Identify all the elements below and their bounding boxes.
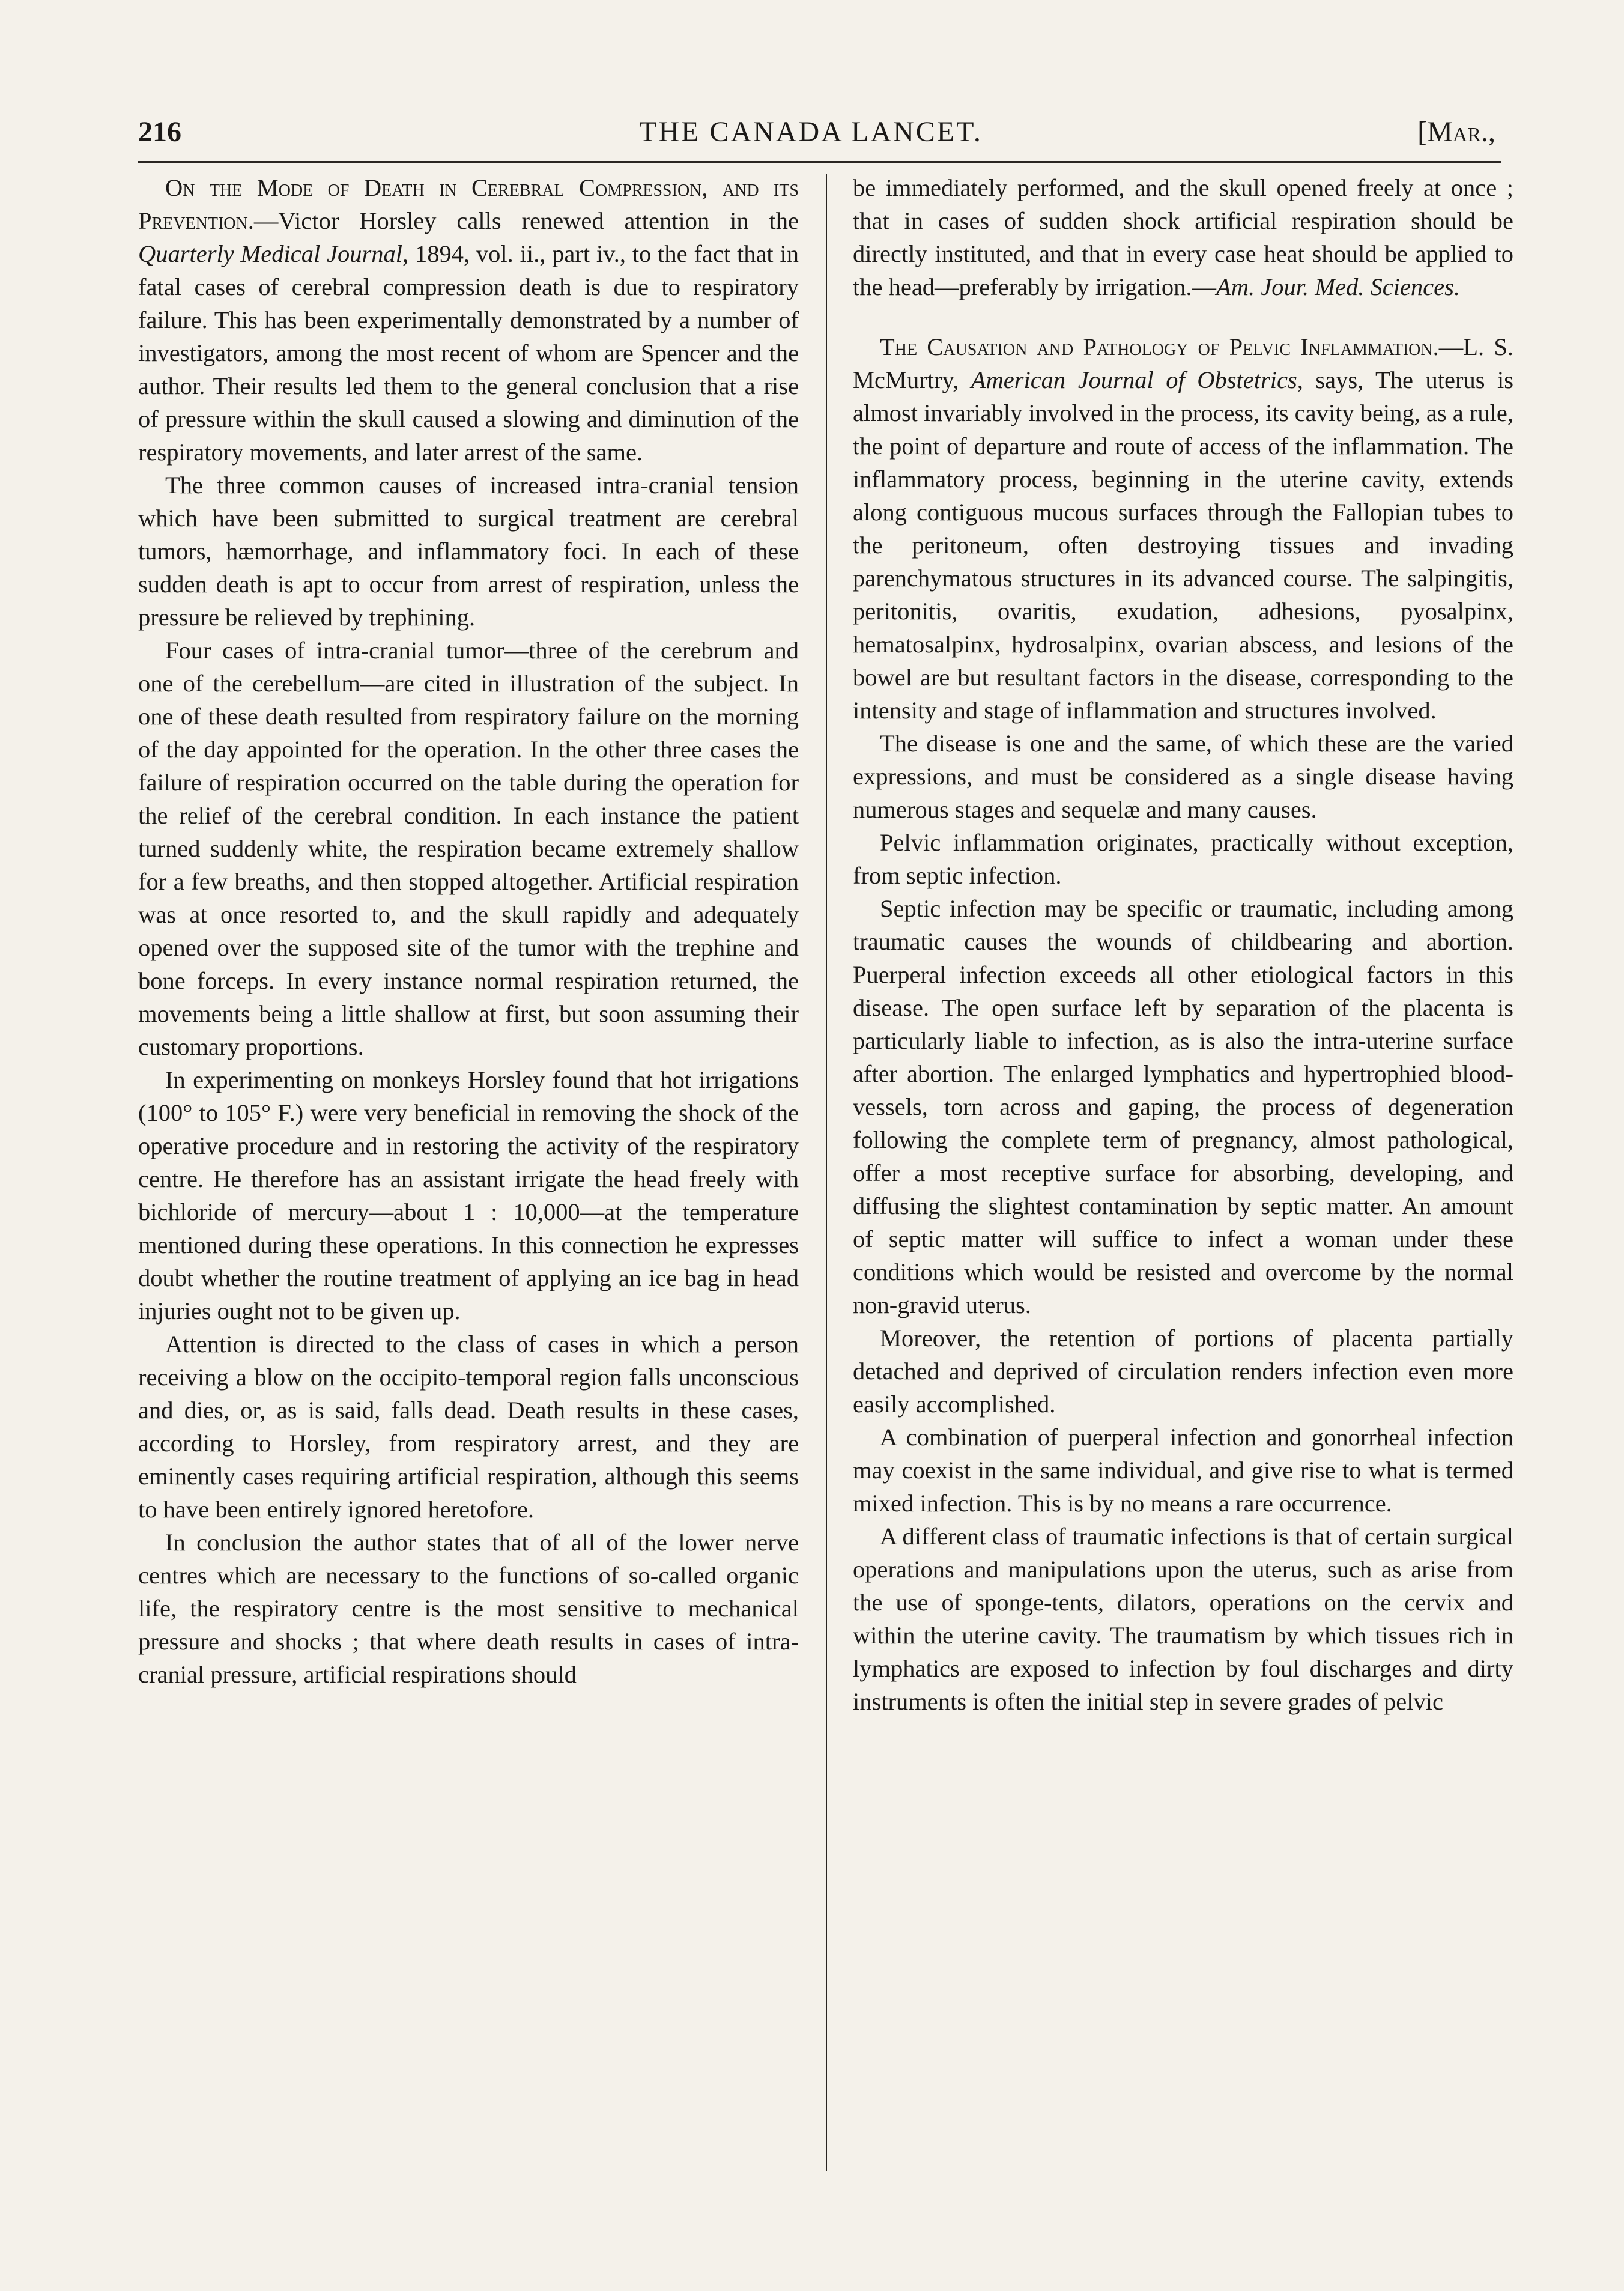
header-rule <box>138 161 1501 163</box>
paragraph: Pelvic inflammation originates, practically without exception, from septic infection. <box>853 829 1513 889</box>
paragraph <box>853 330 1513 727</box>
article-title: On the Mode of Death in Cerebral Compression, and its Prevention. <box>138 174 799 234</box>
issue-date: [Mar., <box>1417 116 1495 148</box>
text-columns <box>138 171 1514 2205</box>
page-number: 216 <box>138 116 181 148</box>
paragraph-text: —L. S. McMurtry, <box>853 333 1514 393</box>
paragraph-text: , 1894, vol. ii., part iv., to the fact that in fatal cases of cerebral compression death is due to respiratory failure. This has been experimentally demonstrated by a number of investigators, among the most recent of whom are Spencer and the author. Their results led them to the general conclusion that a rise of pressure within the skull caused a slowing and diminution of the respiratory movements, and later arrest of the same. <box>138 240 799 466</box>
paragraph: Septic infection may be specific or traumatic, including among traumatic causes the wounds of childbearing and abortion. Puerperal infection exceeds all other etiological factors in this disease. The open surface left by separation of the placenta is particularly liable to infection, as is also the intra-uterine surface after abortion. The enlarged lymphatics and hypertrophied blood-vessels, torn across and gaping, the process of degeneration following the complete term of pregnancy, almost pathological, offer a most receptive surface for absorbing, developing, and diffusing the slightest contamination by septic matter. An amount of septic matter will suffice to infect a woman under these conditions which would be resisted and overcome by the normal non-gravid uterus. <box>853 895 1513 1318</box>
source-citation: American Journal of Obstetrics <box>971 366 1297 393</box>
journal-title: THE CANADA LANCET. <box>639 116 983 148</box>
source-citation: Quarterly Medical Journal <box>138 240 403 267</box>
paragraph <box>853 171 1513 303</box>
article-title: The Causation and Pathology of Pelvic Inflammation. <box>880 333 1439 360</box>
left-column <box>138 171 799 1691</box>
paragraph: Moreover, the retention of portions of placenta partially detached and deprived of circulation renders infection even more easily accomplished. <box>853 1325 1513 1418</box>
paragraph: The three common causes of increased intra-cranial tension which have been submitted to surgical treatment are cerebral tumors, hæmorrhage, and inflammatory foci. In each of these sudden death is apt to occur from arrest of respiration, unless the pressure be relieved by trephining. <box>138 472 799 631</box>
paragraph: A different class of traumatic infections is that of certain surgical operations and manipulations upon the uterus, such as arise from the use of sponge-tents, dilators, operations on the cervix and within the uterine cavity. The traumatism by which tissues rich in lymphatics are exposed to infection by foul discharges and dirty instruments is often the initial step in severe grades of pelvic <box>853 1523 1513 1715</box>
journal-page <box>120 102 1514 2205</box>
paragraph-text: —Victor Horsley calls renewed attention in the <box>253 207 799 234</box>
source-citation: Am. Jour. Med. Sciences. <box>1216 273 1461 300</box>
paragraph-text: be immediately performed, and the skull opened freely at once ; that in cases of sudden shock artificial respiration should be directly instituted, and that in every case heat should be applied to the head—preferably by irrigation.— <box>853 174 1513 300</box>
paragraph: In experimenting on monkeys Horsley found that hot irrigations (100° to 105° F.) were very beneficial in removing the shock of the operative procedure and in restoring the activity of the respiratory centre. He therefore has an assistant irrigate the head freely with bichloride of mercury—about 1 : 10,000—at the temperature mentioned during these operations. In this connection he expresses doubt whether the routine treatment of applying an ice bag in head injuries ought not to be given up. <box>138 1066 799 1325</box>
paragraph: Attention is directed to the class of cases in which a person receiving a blow on the occipito-temporal region falls unconscious and dies, or, as is said, falls dead. Death results in these cases, according to Horsley, from respiratory arrest, and they are eminently cases requiring artificial respiration, although this seems to have been entirely ignored heretofore. <box>138 1331 799 1523</box>
column-divider <box>826 174 827 2171</box>
paragraph: The disease is one and the same, of which these are the varied expressions, and must be considered as a single disease having numerous stages and sequelæ and many causes. <box>853 730 1513 823</box>
paragraph <box>138 171 799 469</box>
paragraph: Four cases of intra-cranial tumor—three of the cerebrum and one of the cerebellum—are cited in illustration of the subject. In one of these death resulted from respiratory failure on the morning of the day appointed for the operation. In the other three cases the failure of respiration occurred on the table during the operation for the relief of the cerebral condition. In each instance the patient turned suddenly white, the respiration became extremely shallow for a few breaths, and then stopped altogether. Artificial respiration was at once resorted to, and the skull rapidly and adequately opened over the supposed site of the tumor with the trephine and bone forceps. In every instance normal respiration returned, the movements being a little shallow at first, but soon assuming their customary proportions. <box>138 637 799 1060</box>
page-header <box>120 102 1501 162</box>
paragraph-text: , says, The uterus is almost invariably involved in the process, its cavity being, as a rule, the point of departure and route of access of the inflammation. The inflammatory process, beginning in the uterine cavity, extends along contiguous mucous surfaces through the Fallopian tubes to the peritoneum, often destroying tissues and invading parenchymatous structures in its advanced course. The salpingitis, peritonitis, ovaritis, exudation, adhesions, pyosalpinx, hematosalpinx, hydrosalpinx, ovarian abscess, and lesions of the bowel are but resultant factors in the disease, corresponding to the intensity and stage of inflammation and structures involved. <box>853 366 1513 724</box>
paragraph: In conclusion the author states that of all of the lower nerve centres which are necessary to the functions of so-called organic life, the respiratory centre is the most sensitive to mechanical pressure and shocks ; that where death results in cases of intra-cranial pressure, artificial respirations should <box>138 1529 799 1688</box>
paragraph: A combination of puerperal infection and gonorrheal infection may coexist in the same individual, and give rise to what is termed mixed infection. This is by no means a rare occurrence. <box>853 1424 1513 1517</box>
right-column <box>853 171 1513 1718</box>
